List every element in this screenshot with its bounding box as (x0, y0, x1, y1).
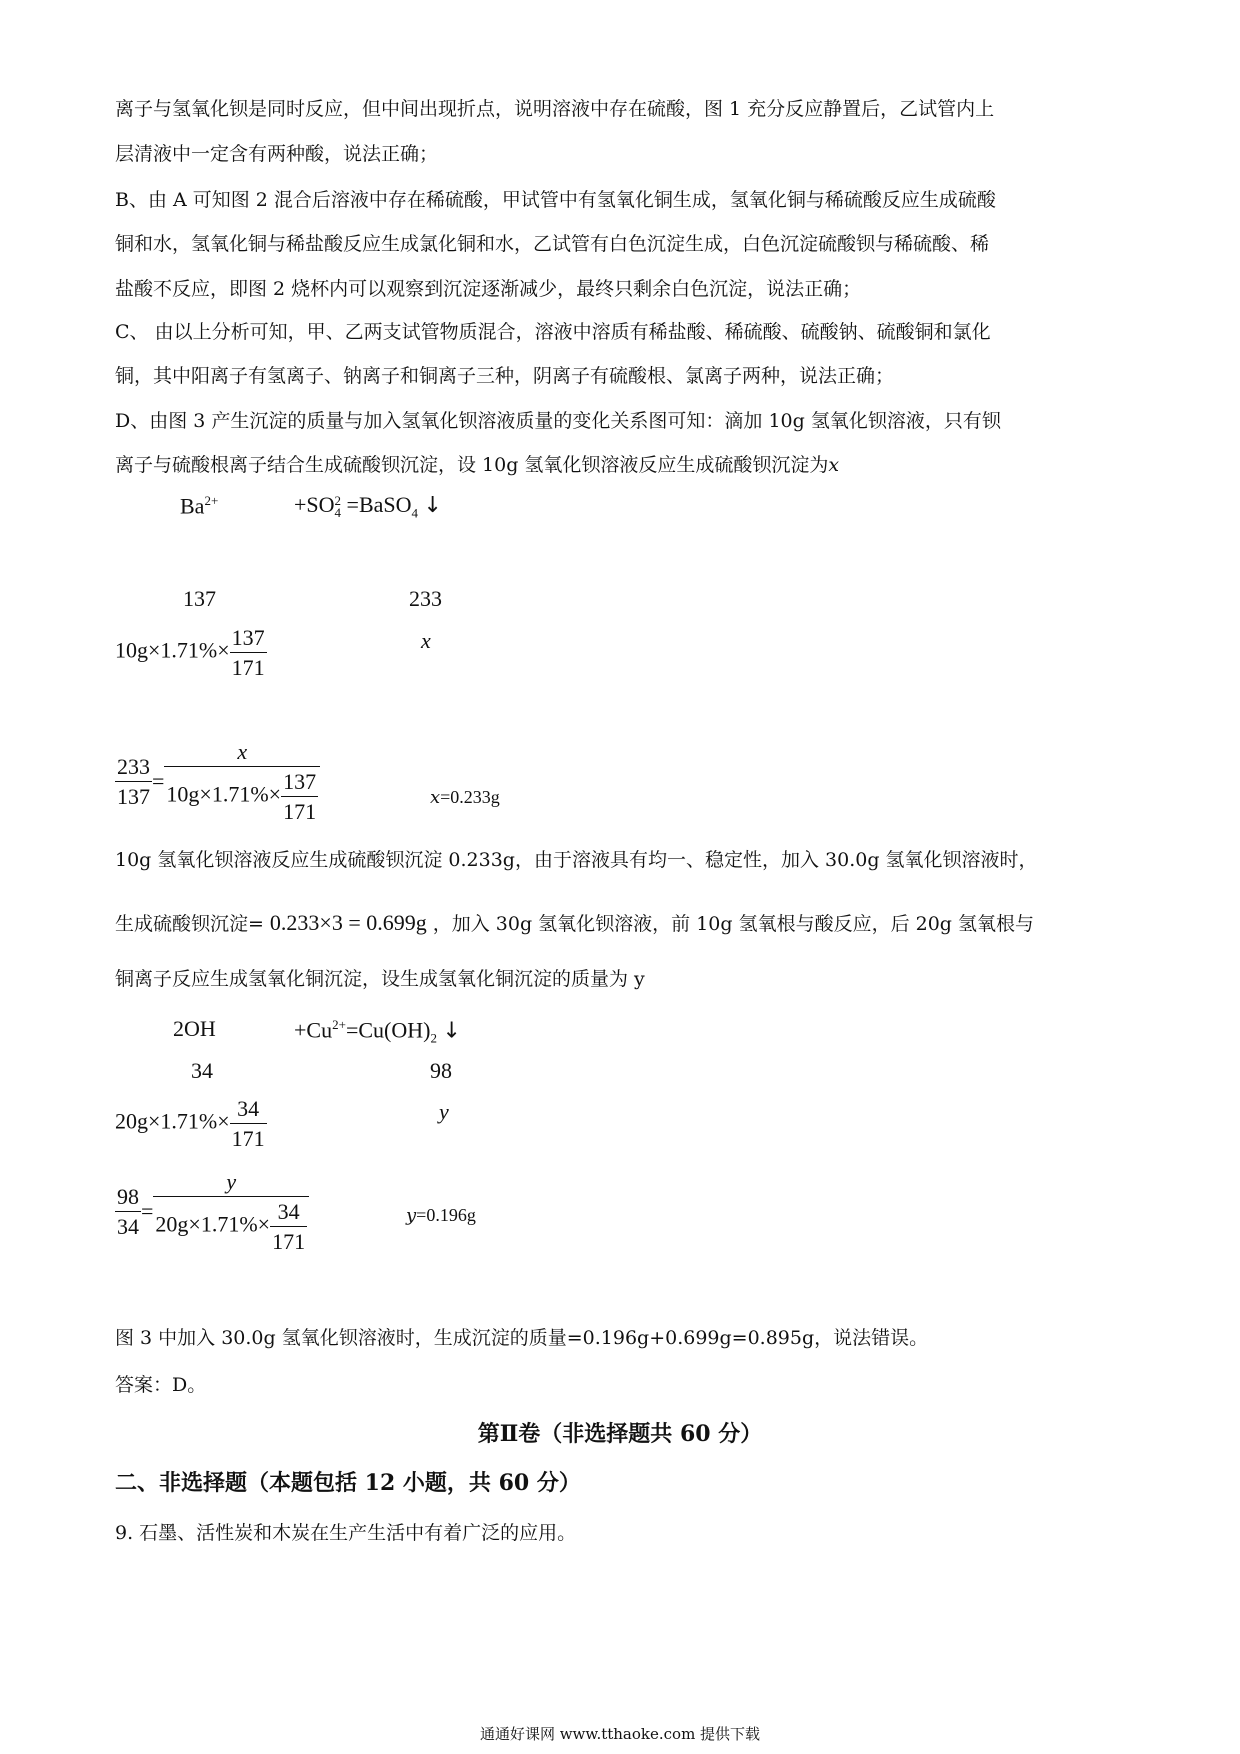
calc1-proportion (115, 740, 320, 823)
calc2-ratio (115, 1185, 141, 1238)
precipitate-arrow-icon: ↓ (442, 1018, 461, 1044)
option-b-line-2: 铜和水，氢氧化铜与稀盐酸反应生成氯化铜和水，乙试管有白色沉淀生成，白色沉淀硫酸钡与稀硫酸、稀 (115, 233, 990, 255)
calc2-ratio-num: 98 (115, 1185, 141, 1212)
option-b-line-1: B、由 A 可知图 2 混合后溶液中存在稀硫酸，甲试管中有氢氧化铜生成，氢氧化铜与稀硫酸反应生成硫酸 (115, 189, 996, 211)
text-line-11 (115, 912, 1034, 934)
answer-line: 答案：D。 (115, 1374, 207, 1396)
text-line-12: 铜离子反应生成氢氧化铜沉淀，设生成氢氧化铜沉淀的质量为 y (115, 968, 645, 990)
option-d-line-2-text: 离子与硫酸根离子结合生成硫酸钡沉淀，设 10g 氢氧化钡溶液反应生成硫酸钡沉淀为 (115, 454, 829, 476)
calc1-sulfate: +SO (294, 492, 335, 517)
calc1-sulfate-charge: 2 (334, 493, 342, 509)
calc2-given-fraction (230, 1097, 267, 1150)
question-9: 9. 石墨、活性炭和木炭在生产生活中有着广泛的应用。 (115, 1522, 577, 1544)
calc2-result (406, 1206, 476, 1225)
calc1-result-var: x (430, 787, 441, 808)
calc1-ion (180, 494, 218, 517)
calc2-product-sub: 2 (430, 1030, 437, 1046)
option-c-line-2: 铜，其中阳离子有氢离子、钠离子和铜离子三种，阴离子有硫酸根、氯离子两种，说法正确； (115, 365, 895, 387)
calc2-product: =Cu (345, 1017, 385, 1043)
calc2-proportion (115, 1170, 309, 1253)
calc1-molar-ion: 137 (183, 586, 216, 611)
calc1-ratio-num: 233 (115, 755, 152, 782)
text-line-10: 10g 氢氧化钡溶液反应生成硫酸钡沉淀 0.233g，由于溶液具有均一、稳定性，加入 30.0g 氢氧化钡溶液时， (115, 849, 1038, 871)
calc2-reaction (294, 1018, 461, 1045)
calc1-rhs-num: x (164, 740, 320, 767)
calc2-rhs (153, 1170, 309, 1253)
section-title: 第Ⅱ卷（非选择题共 60 分） (477, 1421, 763, 1447)
text-line-2: 层清液中一定含有两种酸，说法正确； (115, 143, 439, 165)
text-line-11-equation: 0.233×3 = 0.699g (269, 910, 427, 935)
calc1-ratio (115, 755, 152, 808)
text-line-13: 图 3 中加入 30.0g 氢氧化钡溶液时，生成沉淀的质量=0.196g+0.699g=0.895g，说法错误。 (115, 1327, 929, 1349)
calc2-molar-product: 98 (430, 1058, 452, 1083)
calc2-given-mass (115, 1097, 267, 1150)
calc1-result-value: =0.233g (440, 787, 500, 807)
option-d-line-2 (115, 456, 839, 475)
calc1-ratio-den: 137 (117, 784, 150, 810)
calc1-rhs (164, 740, 320, 823)
text-line-11-b: ，加入 30g 氢氧化钡溶液，前 10g 氢氧根与酸反应，后 20g 氢氧根与 (432, 913, 1035, 935)
calc2-ion: 2OH (173, 1016, 216, 1041)
calc1-rhs-inner-fraction (281, 770, 318, 823)
calc2-rhs-inner-fraction (270, 1200, 307, 1253)
calc1-product-sub: 4 (411, 505, 418, 521)
calc1-given-mass (115, 626, 267, 679)
calc1-rhs-inner-den: 171 (283, 799, 317, 825)
calc1-rhs-den-prefix: 10g×1.71%× (166, 781, 282, 807)
calc2-rhs-inner-den: 171 (272, 1229, 306, 1255)
calc2-equals: = (141, 1198, 154, 1224)
calc1-given-num: 137 (230, 626, 267, 653)
calc2-rhs-num: y (153, 1170, 309, 1197)
calc2-result-value: =0.196g (416, 1205, 476, 1225)
calc2-given-num: 34 (230, 1097, 267, 1124)
option-c-line-1: C、 由以上分析可知，甲、乙两支试管物质混合，溶液中溶质有稀盐酸、稀硫酸、硫酸钠、硫酸铜和氯化 (115, 321, 991, 343)
calc2-copper-charge: 2+ (332, 1017, 346, 1032)
calc2-result-var: y (406, 1205, 417, 1226)
calc2-rhs-inner-num: 34 (270, 1200, 307, 1227)
page-footer: 通通好课网 www.tthaoke.com 提供下载 (479, 1725, 761, 1743)
calc1-result (430, 788, 500, 807)
calc1-ion-symbol: Ba (180, 493, 205, 519)
calc1-equals: = (152, 768, 165, 794)
option-b-line-3: 盐酸不反应，即图 2 烧杯内可以观察到沉淀逐渐减少，最终只剩余白色沉淀，说法正确； (115, 278, 862, 300)
calc2-rhs-den-prefix: 20g×1.71%× (155, 1211, 271, 1237)
calc2-given-den: 171 (231, 1126, 265, 1152)
calc2-molar-ion: 34 (191, 1058, 213, 1083)
calc1-sulfate-sub: 4 (334, 504, 342, 520)
calc1-given-prefix: 10g×1.71%× (115, 637, 230, 663)
variable-x: x (828, 454, 840, 476)
calc1-molar-product: 233 (409, 586, 442, 611)
text-line-11-a: 生成硫酸钡沉淀= (115, 913, 264, 935)
calc1-rhs-inner-num: 137 (281, 770, 318, 797)
calc1-given-fraction (230, 626, 267, 679)
calc2-rhs-den (153, 1197, 309, 1253)
calc2-copper: +Cu (294, 1017, 333, 1043)
calc2-given-prefix: 20g×1.71%× (115, 1108, 230, 1134)
calc2-ratio-den: 34 (117, 1214, 139, 1240)
calc1-given-den: 171 (231, 655, 265, 681)
calc1-reaction (294, 494, 442, 519)
calc2-unknown: y (439, 1099, 449, 1124)
calc1-ion-charge: 2+ (204, 493, 219, 508)
calc1-unknown: x (421, 628, 431, 653)
section-subtitle: 二、非选择题（本题包括 12 小题，共 60 分） (115, 1470, 581, 1496)
text-line-1: 离子与氢氧化钡是同时反应，但中间出现折点，说明溶液中存在硫酸，图 1 充分反应静置后，乙试管内上 (115, 98, 995, 120)
option-d-line-1: D、由图 3 产生沉淀的质量与加入氢氧化钡溶液质量的变化关系图可知：滴加 10g 氢氧化钡溶液，只有钡 (115, 410, 1001, 432)
calc1-product: =BaSO (346, 492, 412, 517)
calc2-product-paren: (OH) (384, 1017, 431, 1043)
calc1-rhs-den (164, 767, 320, 823)
precipitate-arrow-icon: ↓ (423, 493, 442, 518)
